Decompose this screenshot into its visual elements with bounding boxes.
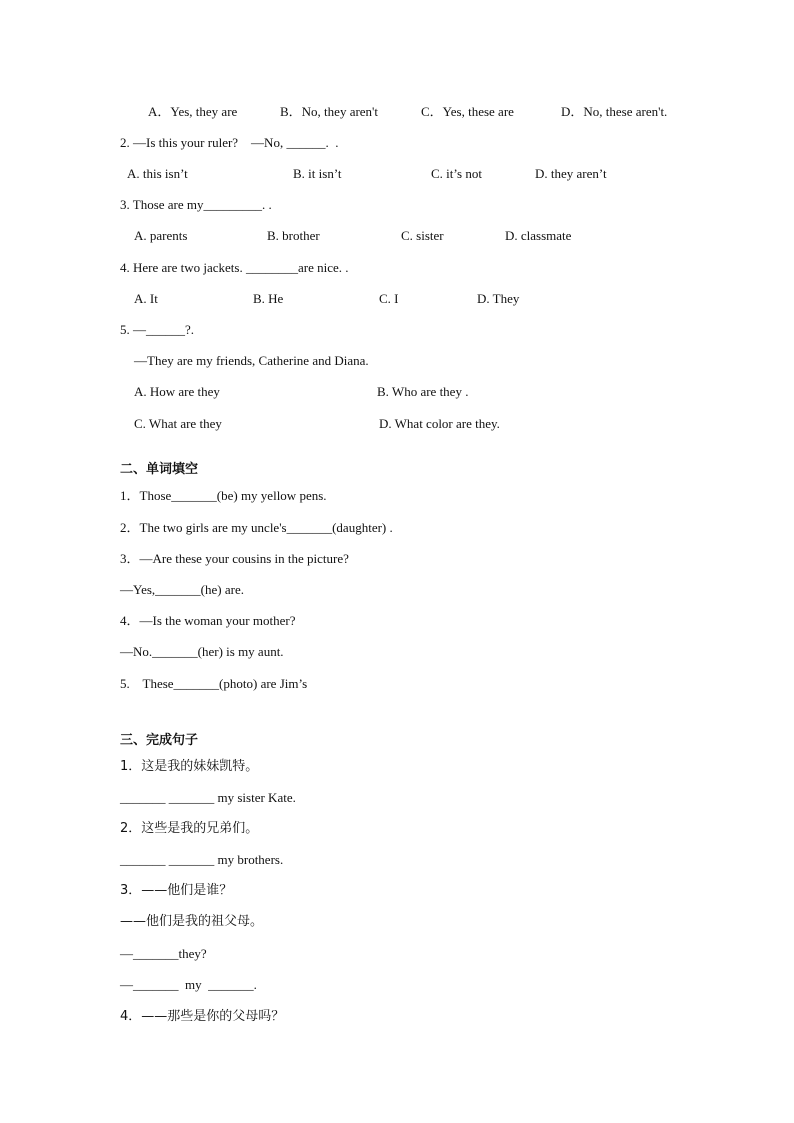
section2-line-1: 1．Those_______(be) my yellow pens.	[120, 488, 327, 503]
q2-question: 2. —Is this your ruler? —No, ______. .	[120, 135, 339, 150]
section2-line-5: 4．—Is the woman your mother?	[120, 613, 296, 628]
q5-option-c: C. What are they	[134, 416, 222, 431]
section2-line-6: —No._______(her) is my aunt.	[120, 644, 284, 659]
section3-q3-chinese-answer: ——他们是我的祖父母。	[120, 914, 264, 929]
section3-q2-chinese: 2．这些是我的兄弟们。	[120, 821, 259, 836]
q5-option-b: B. Who are they .	[377, 384, 469, 399]
section2-line-4: —Yes,_______(he) are.	[120, 582, 244, 597]
q4-question: 4. Here are two jackets. ________are nice. .	[120, 260, 349, 275]
q4-option-d: D. They	[477, 291, 520, 306]
q5-answer-line: —They are my friends, Catherine and Diana.	[134, 353, 369, 368]
q1-option-d: D．No, these aren't.	[561, 104, 668, 119]
section3-q4-chinese: 4．——那些是你的父母吗？	[120, 1009, 285, 1024]
section2-line-3: 3．—Are these your cousins in the picture?	[120, 551, 349, 566]
q3-question: 3. Those are my_________. .	[120, 197, 272, 212]
q1-option-c: C．Yes, these are	[421, 104, 514, 119]
q4-option-b: B. He	[253, 291, 284, 306]
q2-option-a: A. this isn’t	[127, 166, 188, 181]
q4-option-a: A. It	[134, 291, 158, 306]
q5-question: 5. —______?.	[120, 322, 195, 337]
section3-q3-chinese: 3．——他们是谁？	[120, 883, 233, 898]
q4-option-c: C. I	[379, 291, 399, 306]
q5-option-a: A. How are they	[134, 384, 220, 399]
section3-q1-chinese: 1．这是我的妹妹凯特。	[120, 759, 259, 774]
section2-title: 二、单词填空	[120, 462, 199, 477]
q3-option-d: D. classmate	[505, 228, 572, 243]
q3-option-b: B. brother	[267, 228, 320, 243]
section3-q3-english-2: —_______ my _______.	[120, 977, 257, 992]
section2-line-7: 5. These_______(photo) are Jim’s	[120, 676, 308, 691]
q3-option-c: C. sister	[401, 228, 444, 243]
q1-option-a: A．Yes, they are	[148, 104, 238, 119]
section3-title: 三、完成句子	[120, 733, 199, 748]
q3-option-a: A. parents	[134, 228, 188, 243]
q2-option-b: B. it isn’t	[293, 166, 342, 181]
section2-line-2: 2．The two girls are my uncle's_______(daughter) .	[120, 520, 393, 535]
section3-q2-english: _______ _______ my brothers.	[120, 852, 284, 867]
q2-option-d: D. they aren’t	[535, 166, 607, 181]
q5-option-d: D. What color are they.	[379, 416, 500, 431]
q2-option-c: C. it’s not	[431, 166, 482, 181]
section3-q3-english-1: —_______they?	[120, 946, 207, 961]
q1-option-b: B．No, they aren't	[280, 104, 379, 119]
section3-q1-english: _______ _______ my sister Kate.	[120, 790, 296, 805]
